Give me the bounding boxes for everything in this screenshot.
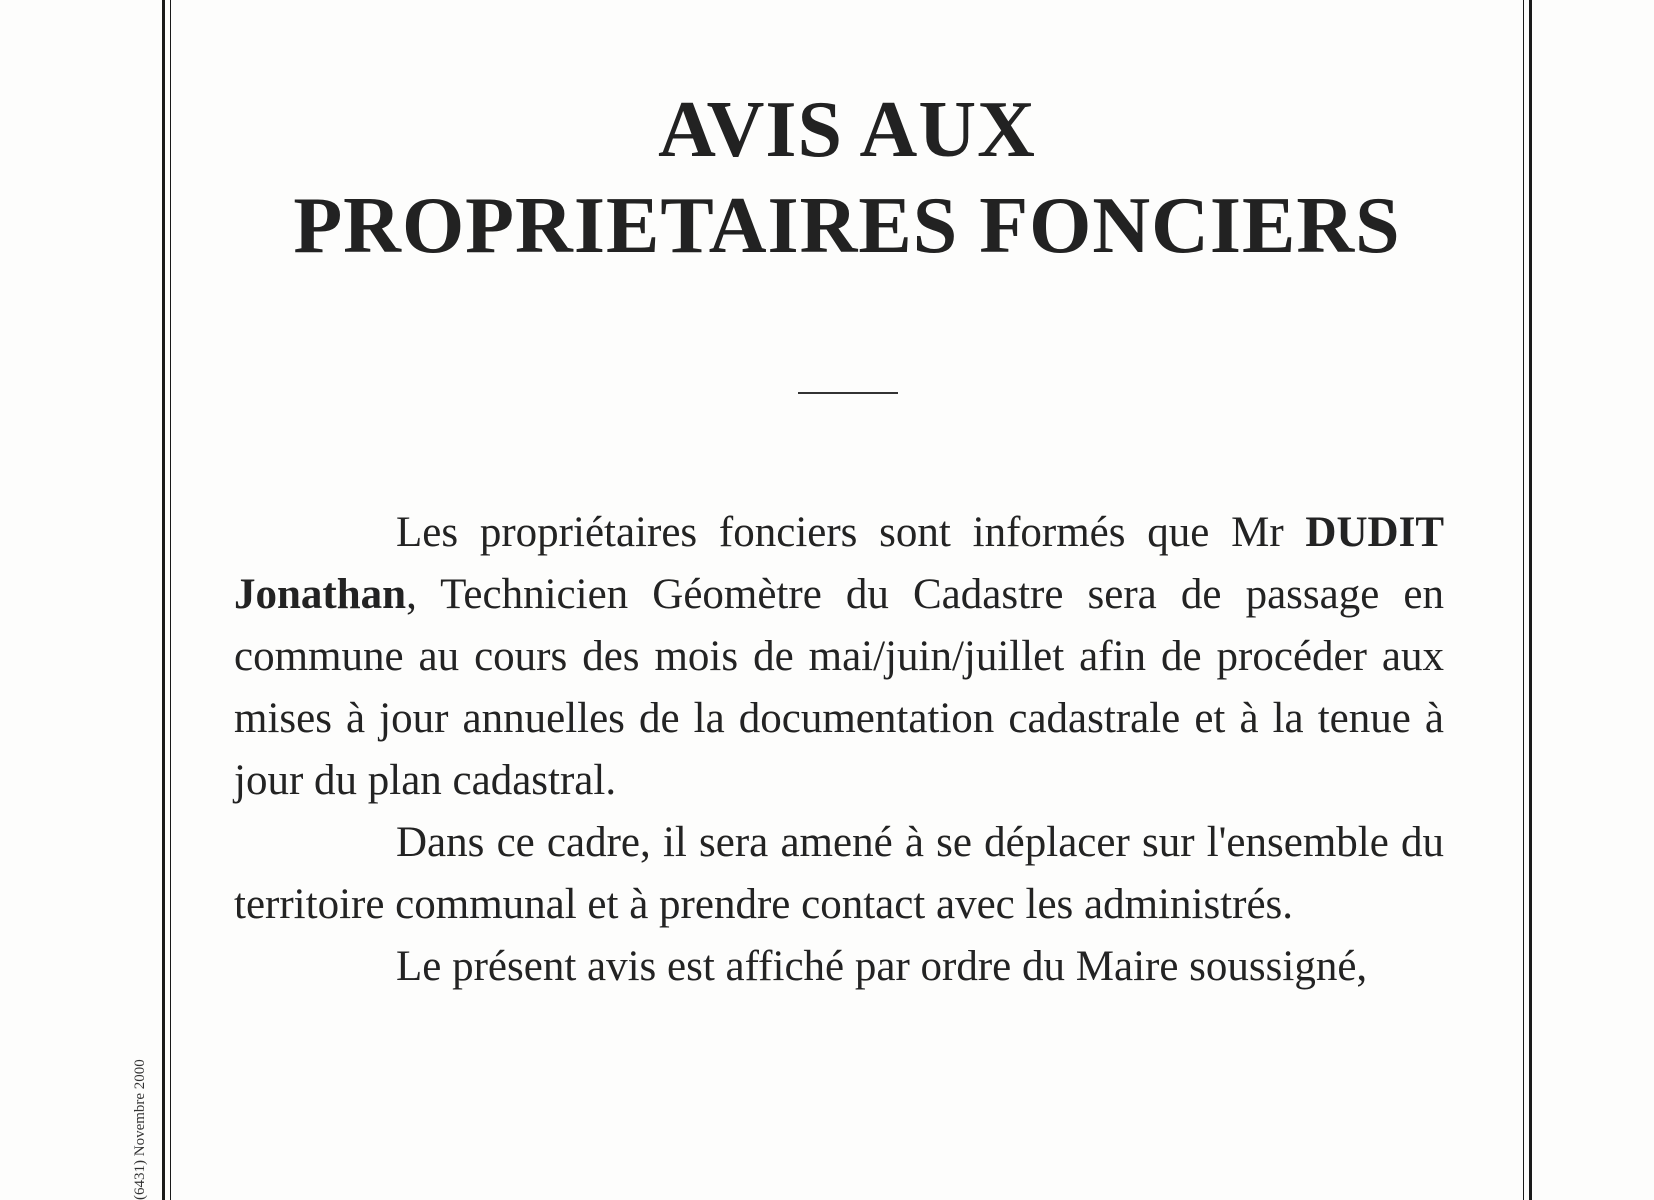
paragraph-1-rest: , Technicien Géomètre du Cadastre sera de passage en commune au cours des mois de mai/juin/juillet afin de procéder aux mises à jour annuelles de la documentation cadastrale et à la tenue à jour du plan cadastral. bbox=[234, 571, 1444, 804]
surveyor-name: DUDIT Jonathan bbox=[234, 509, 1444, 618]
frame-border-right-inner bbox=[1523, 0, 1524, 1200]
notice-body bbox=[234, 502, 1444, 998]
title-separator bbox=[798, 392, 898, 394]
notice-title-line-2: PROPRIETAIRES FONCIERS bbox=[293, 182, 1401, 270]
notice-title bbox=[171, 82, 1523, 274]
paragraph-1 bbox=[234, 502, 1444, 812]
paragraph-1-lead: Les propriétaires fonciers sont informés que Mr bbox=[396, 509, 1306, 556]
frame-border-right-outer bbox=[1529, 0, 1532, 1200]
frame-border-left-outer bbox=[162, 0, 165, 1200]
paragraph-2: Dans ce cadre, il sera amené à se déplacer sur l'ensemble du territoire communal et à prendre contact avec les administrés. bbox=[234, 819, 1444, 928]
notice-title-line-1: AVIS AUX bbox=[658, 86, 1036, 174]
form-reference-note: (6431) Novembre 2000 bbox=[132, 1059, 148, 1200]
paragraph-3: Le présent avis est affiché par ordre du Maire soussigné, bbox=[396, 943, 1368, 990]
